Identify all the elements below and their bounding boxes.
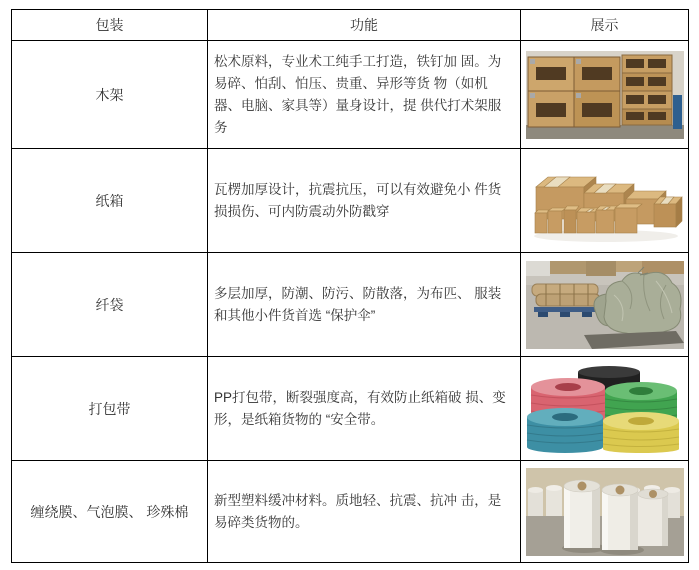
table-row-wooden-frame: [12, 41, 689, 149]
function-text: 新型塑料缓冲材料。质地轻、抗震、抗冲 击，是易碎类货物的。: [208, 461, 521, 563]
display-cell: [521, 357, 689, 461]
table-row-wrap-film: [12, 461, 689, 563]
function-text: 多层加厚，防潮、防污、防散落，为布匹、 服装和其他小件货首选 “保护伞”: [208, 253, 521, 357]
function-text: PP打包带，断裂强度高，有效防止纸箱破 损、变形，是纸箱货物的 “安全带。: [208, 357, 521, 461]
display-cell: [521, 253, 689, 357]
packaging-name: 木架: [12, 41, 208, 149]
display-cell: [521, 149, 689, 253]
table-row-carton: [12, 149, 689, 253]
function-text: 松术原料，专业术工纯手工打造，铁钉加 固。为易碎、怕刮、怕压、贵重、异形等货 物（如机器、电脑、家具等）量身设计，提 供代打术架服务: [208, 41, 521, 149]
display-cell: [521, 461, 689, 563]
stretch-film-rolls-photo: [526, 468, 684, 556]
header-row: [12, 10, 689, 41]
packaging-name: 缠绕膜、气泡膜、 珍殊棉: [12, 461, 208, 563]
pp-strapping-rolls-photo: [526, 365, 684, 453]
stacked-wooden-crates-photo: [526, 51, 684, 139]
packaging-name: 纤袋: [12, 253, 208, 357]
header-packaging: 包装: [12, 10, 208, 41]
packaging-name: 打包带: [12, 357, 208, 461]
table-row-fiber-bag: [12, 253, 689, 357]
header-function: 功能: [208, 10, 521, 41]
display-cell: [521, 41, 689, 149]
header-display: 展示: [521, 10, 689, 41]
packaging-name: 纸箱: [12, 149, 208, 253]
cardboard-boxes-photo: [526, 157, 684, 245]
woven-fiber-bags-photo: [526, 261, 684, 349]
function-text: 瓦楞加厚设计，抗震抗压，可以有效避免小 件货损损伤、可内防震动外防戳穿: [208, 149, 521, 253]
packaging-table: [11, 9, 689, 563]
table-row-strapping: [12, 357, 689, 461]
